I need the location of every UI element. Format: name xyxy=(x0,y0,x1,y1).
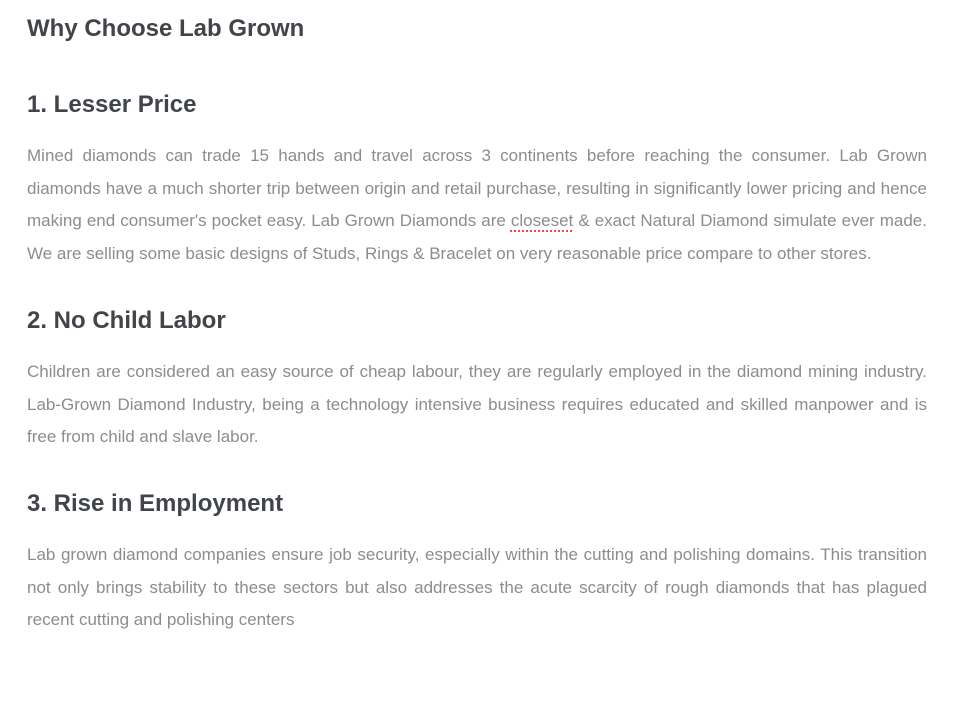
section-heading-lesser-price: 1. Lesser Price xyxy=(27,91,197,118)
section-heading-rise-in-employment: 3. Rise in Employment xyxy=(27,489,284,517)
paragraph-lesser-price-text-before: Mined diamonds can trade 15 hands and travel across 3 continents before reaching the consumer. Lab Grown diamonds have a much shorter trip between origin and retail purchase, resulting in significantly lower pricing and hence making end consumer's pocket easy. Lab Grown Diamonds are xyxy=(27,146,927,231)
page-title: Why Choose Lab Grown xyxy=(27,15,305,42)
section-heading-no-child-labor: 2. No Child Labor xyxy=(27,306,226,334)
paragraph-no-child-labor: Children are considered an easy source of cheap labour, they are regularly employed in the diamond mining industry. Lab-Grown Diamond Industry, being a technology intensive business requires educated and skilled manpower and is free from child and slave labor. xyxy=(27,361,927,447)
misspelled-word-closeset: closeset xyxy=(510,211,574,231)
paragraph-rise-in-employment: Lab grown diamond companies ensure job security, especially within the cutting and polishing domains. This transition not only brings stability to these sectors but also addresses the acute scarcity of rough diamonds that has plagued recent cutting and polishing centers xyxy=(27,544,927,630)
paragraph-lesser-price-text-after: & exact Natural Diamond simulate ever made. We are selling some basic designs of Studs, Rings & Bracelet on very reasonable price compare to other stores. xyxy=(27,211,927,264)
paragraph-lesser-price xyxy=(27,140,927,271)
